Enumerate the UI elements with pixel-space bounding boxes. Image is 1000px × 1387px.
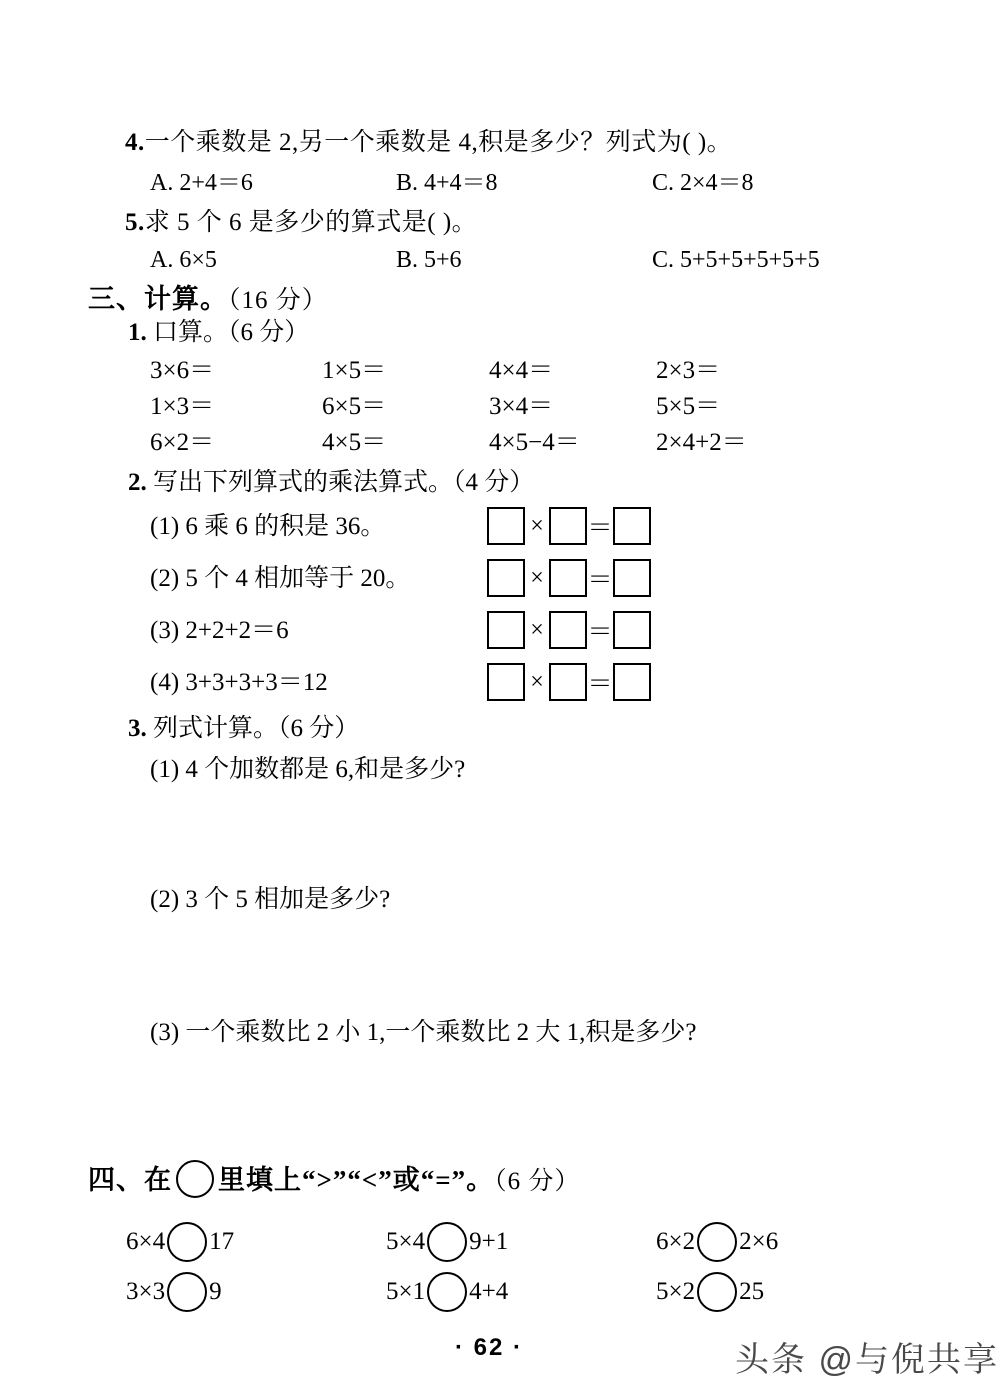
comparison-left: 6×4 <box>126 1228 166 1255</box>
sub3-item-3-answer-space[interactable] <box>150 1055 850 1140</box>
mcq-item-5-number: 5. <box>125 209 145 236</box>
comparison-item-5 <box>386 1272 508 1312</box>
equals-symbol: ＝ <box>587 567 613 594</box>
watermark: 头条 @与倪共享 <box>735 1341 999 1379</box>
page-number: · 62 · <box>455 1334 524 1361</box>
comparison-item-4 <box>126 1272 222 1312</box>
sub2-item-2-text: (2) 5 个 4 相加等于 20。 <box>150 565 411 592</box>
comparison-right: 25 <box>739 1278 765 1305</box>
section-3-points: （16 分） <box>228 287 328 314</box>
oral-calc-r2c4[interactable]: 5×5＝ <box>656 393 721 420</box>
section-3-title: 三、计算。 <box>88 284 228 314</box>
oral-calc-r2c2[interactable]: 6×5＝ <box>322 393 387 420</box>
section-4-points: （6 分） <box>494 1168 581 1195</box>
mcq-item-4-option-a[interactable]: A. 2+4＝6 <box>150 170 253 196</box>
comparison-left: 6×2 <box>656 1228 696 1255</box>
sub2-points: （4 分） <box>453 469 535 496</box>
oral-calc-r3c4[interactable]: 2×4+2＝ <box>656 429 747 456</box>
mcq-item-5-option-b[interactable]: B. 5+6 <box>396 247 462 273</box>
oral-calc-r3c3[interactable]: 4×5−4＝ <box>489 429 580 456</box>
multiply-symbol: × <box>530 616 544 643</box>
multiply-symbol: × <box>530 564 544 591</box>
mcq-item-5-option-a[interactable]: A. 6×5 <box>150 247 217 273</box>
oral-calc-r2c1[interactable]: 1×3＝ <box>150 393 215 420</box>
mcq-item-4-option-b[interactable]: B. 4+4＝8 <box>396 170 498 196</box>
sub2-item-4-text: (4) 3+3+3+3＝12 <box>150 669 328 696</box>
section-3-sub2-heading <box>128 468 534 498</box>
sub3-item-1-answer-space[interactable] <box>150 790 850 875</box>
answer-box-factor1[interactable] <box>487 507 525 545</box>
comparison-left: 5×1 <box>386 1278 426 1305</box>
sub2-number: 2. <box>128 469 147 496</box>
mcq-item-4-option-c[interactable]: C. 2×4＝8 <box>652 170 754 196</box>
oral-calc-r3c2[interactable]: 4×5＝ <box>322 429 387 456</box>
answer-box-product[interactable] <box>613 611 651 649</box>
multiply-symbol: × <box>530 668 544 695</box>
comparison-answer-circle[interactable] <box>427 1222 467 1262</box>
oral-calc-r1c3[interactable]: 4×4＝ <box>489 357 554 384</box>
sub2-answer-row-2 <box>487 559 651 597</box>
sub2-item-3-text: (3) 2+2+2＝6 <box>150 617 289 644</box>
sub3-item-1-text: (1) 4 个加数都是 6,和是多少? <box>150 756 466 783</box>
comparison-right: 4+4 <box>469 1278 509 1305</box>
sub2-title: 写出下列算式的乘法算式。 <box>153 469 454 496</box>
sub2-answer-row-1 <box>487 507 651 545</box>
sub3-title: 列式计算。 <box>153 715 279 742</box>
sub2-answer-row-4 <box>487 663 651 701</box>
equals-symbol: ＝ <box>587 515 613 542</box>
multiply-symbol: × <box>530 512 544 539</box>
comparison-answer-circle[interactable] <box>167 1222 207 1262</box>
answer-box-product[interactable] <box>613 559 651 597</box>
sub1-points: （6 分） <box>228 319 310 346</box>
comparison-answer-circle[interactable] <box>697 1272 737 1312</box>
oral-calc-r1c4[interactable]: 2×3＝ <box>656 357 721 384</box>
circle-placeholder-icon <box>176 1160 214 1198</box>
equals-symbol: ＝ <box>587 619 613 646</box>
mcq-item-4-stem <box>125 128 732 158</box>
answer-box-factor2[interactable] <box>549 507 587 545</box>
comparison-right: 9+1 <box>469 1228 509 1255</box>
comparison-item-1 <box>126 1222 234 1262</box>
sub3-item-2-text: (2) 3 个 5 相加是多少? <box>150 886 391 913</box>
answer-box-product[interactable] <box>613 663 651 701</box>
answer-box-factor2[interactable] <box>549 663 587 701</box>
oral-calc-r3c1[interactable]: 6×2＝ <box>150 429 215 456</box>
answer-box-factor2[interactable] <box>549 559 587 597</box>
comparison-right: 17 <box>209 1228 235 1255</box>
oral-calc-r1c2[interactable]: 1×5＝ <box>322 357 387 384</box>
answer-box-factor1[interactable] <box>487 559 525 597</box>
comparison-item-2 <box>386 1222 508 1262</box>
mcq-item-4-number: 4. <box>125 129 145 156</box>
sub2-answer-row-3 <box>487 611 651 649</box>
answer-box-factor2[interactable] <box>549 611 587 649</box>
section-4-title-before: 四、在 <box>88 1165 172 1195</box>
sub1-title: 口算。 <box>153 319 229 346</box>
mcq-item-4-text: 一个乘数是 2,另一个乘数是 4,积是多少？列式为( )。 <box>144 129 733 156</box>
comparison-item-6 <box>656 1272 764 1312</box>
section-3-sub1-heading <box>128 318 309 348</box>
comparison-item-3 <box>656 1222 778 1262</box>
comparison-answer-circle[interactable] <box>167 1272 207 1312</box>
comparison-left: 5×2 <box>656 1278 696 1305</box>
section-3-sub3-heading <box>128 714 359 744</box>
comparison-answer-circle[interactable] <box>427 1272 467 1312</box>
section-3-heading <box>88 283 328 317</box>
sub1-number: 1. <box>128 319 147 346</box>
equals-symbol: ＝ <box>587 671 613 698</box>
oral-calc-r2c3[interactable]: 3×4＝ <box>489 393 554 420</box>
section-4-heading <box>88 1160 580 1198</box>
mcq-item-5-text: 求 5 个 6 是多少的算式是( )。 <box>144 209 478 236</box>
mcq-item-5-stem <box>125 208 477 238</box>
section-4-title-after: 里填上“>”“<”或“=”。 <box>218 1165 495 1195</box>
comparison-left: 5×4 <box>386 1228 426 1255</box>
answer-box-product[interactable] <box>613 507 651 545</box>
sub3-points: （6 分） <box>278 715 360 742</box>
sub3-number: 3. <box>128 715 147 742</box>
comparison-right: 2×6 <box>739 1228 779 1255</box>
answer-box-factor1[interactable] <box>487 663 525 701</box>
sub3-item-3-text: (3) 一个乘数比 2 小 1,一个乘数比 2 大 1,积是多少? <box>150 1019 697 1046</box>
comparison-left: 3×3 <box>126 1278 166 1305</box>
mcq-item-5-option-c[interactable]: C. 5+5+5+5+5+5 <box>652 247 820 273</box>
comparison-right: 9 <box>209 1278 222 1305</box>
oral-calc-r1c1[interactable]: 3×6＝ <box>150 357 215 384</box>
sub2-item-1-text: (1) 6 乘 6 的积是 36。 <box>150 513 386 540</box>
sub3-item-2-answer-space[interactable] <box>150 920 850 1005</box>
comparison-answer-circle[interactable] <box>697 1222 737 1262</box>
answer-box-factor1[interactable] <box>487 611 525 649</box>
